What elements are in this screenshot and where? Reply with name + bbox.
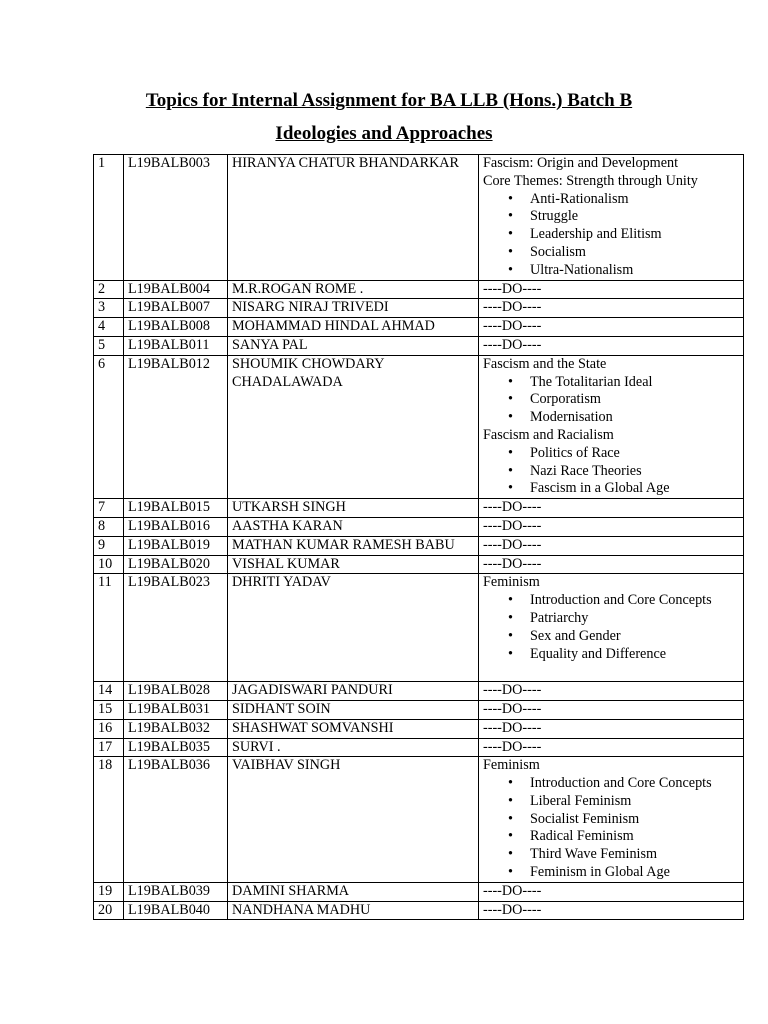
table-row bbox=[94, 499, 744, 518]
topic-subtopic-item: • Modernisation bbox=[530, 409, 739, 427]
table-row bbox=[94, 682, 744, 701]
serial-number-cell: 9 bbox=[94, 536, 124, 555]
topic-subtopic-list bbox=[483, 592, 739, 663]
topic-subtopic-item: • Socialist Feminism bbox=[530, 811, 739, 829]
student-name-cell: JAGADISWARI PANDURI bbox=[228, 682, 479, 701]
blank-line bbox=[483, 663, 739, 681]
topic-heading: ----DO---- bbox=[483, 280, 542, 297]
topic-subtopic-item: • Politics of Race bbox=[530, 445, 739, 463]
topic-heading: Core Themes: Strength through Unity bbox=[483, 172, 698, 189]
topic-subtopic-item: • Socialism bbox=[530, 244, 739, 262]
topic-cell bbox=[479, 299, 744, 318]
topic-subtopic-item: • Struggle bbox=[530, 208, 739, 226]
student-name-cell: M.R.ROGAN ROME . bbox=[228, 280, 479, 299]
serial-number-cell: 18 bbox=[94, 757, 124, 883]
enrollment-id-cell: L19BALB023 bbox=[124, 574, 228, 682]
serial-number-cell: 20 bbox=[94, 901, 124, 920]
topic-heading: Fascism and the State bbox=[483, 355, 607, 372]
topic-heading: Fascism: Origin and Development bbox=[483, 155, 679, 171]
table-row bbox=[94, 738, 744, 757]
topic-subtopic-list bbox=[483, 191, 739, 280]
document-title: Topics for Internal Assignment for BA LLB (Hons.) Batch B bbox=[145, 90, 633, 111]
table-row bbox=[94, 299, 744, 318]
topic-cell bbox=[479, 574, 744, 682]
topic-cell bbox=[479, 682, 744, 701]
table-row bbox=[94, 355, 744, 498]
serial-number-cell: 7 bbox=[94, 499, 124, 518]
enrollment-id-cell: L19BALB003 bbox=[124, 155, 228, 281]
student-name-cell: SIDHANT SOIN bbox=[228, 700, 479, 719]
table-row bbox=[94, 757, 744, 883]
table-row bbox=[94, 700, 744, 719]
enrollment-id-cell: L19BALB039 bbox=[124, 882, 228, 901]
student-name-cell: VISHAL KUMAR bbox=[228, 555, 479, 574]
serial-number-cell: 10 bbox=[94, 555, 124, 574]
enrollment-id-cell: L19BALB004 bbox=[124, 280, 228, 299]
topic-cell bbox=[479, 555, 744, 574]
topic-cell bbox=[479, 700, 744, 719]
topic-heading: Feminism bbox=[483, 757, 540, 774]
topic-subtopic-item: • Sex and Gender bbox=[530, 628, 739, 646]
table-row bbox=[94, 882, 744, 901]
student-name-cell: NANDHANA MADHU bbox=[228, 901, 479, 920]
topic-subtopic-item: • Radical Feminism bbox=[530, 828, 739, 846]
enrollment-id-cell: L19BALB035 bbox=[124, 738, 228, 757]
serial-number-cell: 4 bbox=[94, 318, 124, 337]
topic-cell bbox=[479, 517, 744, 536]
topic-heading: ----DO---- bbox=[483, 517, 542, 534]
enrollment-id-cell: L19BALB020 bbox=[124, 555, 228, 574]
topic-heading: ----DO---- bbox=[483, 700, 542, 717]
serial-number-cell: 11 bbox=[94, 574, 124, 682]
topic-heading: ----DO---- bbox=[483, 499, 542, 516]
enrollment-id-cell: L19BALB008 bbox=[124, 318, 228, 337]
topic-cell bbox=[479, 719, 744, 738]
student-name-cell: SHASHWAT SOMVANSHI bbox=[228, 719, 479, 738]
topic-subtopic-item: • Introduction and Core Concepts bbox=[530, 592, 739, 610]
assignment-table bbox=[93, 154, 744, 920]
document-subtitle: Ideologies and Approaches bbox=[275, 123, 493, 144]
table-row bbox=[94, 536, 744, 555]
topic-cell bbox=[479, 280, 744, 299]
topic-cell bbox=[479, 901, 744, 920]
topic-subtopic-list bbox=[483, 374, 739, 427]
topic-subtopic-item: • Liberal Feminism bbox=[530, 793, 739, 811]
student-name-cell: SANYA PAL bbox=[228, 336, 479, 355]
serial-number-cell: 1 bbox=[94, 155, 124, 281]
serial-number-cell: 2 bbox=[94, 280, 124, 299]
student-name-cell: MATHAN KUMAR RAMESH BABU bbox=[228, 536, 479, 555]
serial-number-cell: 19 bbox=[94, 882, 124, 901]
topic-subtopic-item: • The Totalitarian Ideal bbox=[530, 374, 739, 392]
topic-heading: ----DO---- bbox=[483, 882, 542, 899]
table-row bbox=[94, 155, 744, 281]
topic-heading: Fascism and Racialism bbox=[483, 426, 614, 443]
enrollment-id-cell: L19BALB011 bbox=[124, 336, 228, 355]
topic-subtopic-item: • Patriarchy bbox=[530, 610, 739, 628]
student-name-cell: DAMINI SHARMA bbox=[228, 882, 479, 901]
student-name-cell: AASTHA KARAN bbox=[228, 517, 479, 536]
topic-subtopic-item: • Corporatism bbox=[530, 391, 739, 409]
table-row bbox=[94, 574, 744, 682]
enrollment-id-cell: L19BALB012 bbox=[124, 355, 228, 498]
serial-number-cell: 5 bbox=[94, 336, 124, 355]
table-row bbox=[94, 555, 744, 574]
topic-cell bbox=[479, 757, 744, 883]
topic-heading: Feminism bbox=[483, 574, 540, 591]
topic-heading: ----DO---- bbox=[483, 318, 542, 335]
enrollment-id-cell: L19BALB028 bbox=[124, 682, 228, 701]
serial-number-cell: 14 bbox=[94, 682, 124, 701]
table-row bbox=[94, 318, 744, 337]
topic-cell bbox=[479, 155, 744, 281]
table-row bbox=[94, 719, 744, 738]
table-row bbox=[94, 901, 744, 920]
table-row bbox=[94, 280, 744, 299]
serial-number-cell: 17 bbox=[94, 738, 124, 757]
topic-heading: ----DO---- bbox=[483, 719, 542, 736]
topic-cell bbox=[479, 355, 744, 498]
topic-cell bbox=[479, 738, 744, 757]
serial-number-cell: 8 bbox=[94, 517, 124, 536]
topic-subtopic-item: • Fascism in a Global Age bbox=[530, 480, 739, 498]
assignment-table-body bbox=[94, 155, 744, 920]
student-name-cell: NISARG NIRAJ TRIVEDI bbox=[228, 299, 479, 318]
serial-number-cell: 6 bbox=[94, 355, 124, 498]
student-name-cell: HIRANYA CHATUR BHANDARKAR bbox=[228, 155, 479, 281]
serial-number-cell: 15 bbox=[94, 700, 124, 719]
topic-subtopic-item: • Third Wave Feminism bbox=[530, 846, 739, 864]
enrollment-id-cell: L19BALB040 bbox=[124, 901, 228, 920]
topic-subtopic-item: • Ultra-Nationalism bbox=[530, 262, 739, 280]
topic-cell bbox=[479, 318, 744, 337]
student-name-cell: DHRITI YADAV bbox=[228, 574, 479, 682]
topic-subtopic-item: • Anti-Rationalism bbox=[530, 191, 739, 209]
enrollment-id-cell: L19BALB036 bbox=[124, 757, 228, 883]
topic-heading: ----DO---- bbox=[483, 555, 542, 572]
enrollment-id-cell: L19BALB016 bbox=[124, 517, 228, 536]
topic-heading: ----DO---- bbox=[483, 682, 542, 699]
topic-heading: ----DO---- bbox=[483, 738, 542, 755]
student-name-cell: MOHAMMAD HINDAL AHMAD bbox=[228, 318, 479, 337]
table-row bbox=[94, 517, 744, 536]
student-name-cell: VAIBHAV SINGH bbox=[228, 757, 479, 883]
topic-cell bbox=[479, 499, 744, 518]
topic-subtopic-item: • Introduction and Core Concepts bbox=[530, 775, 739, 793]
table-row bbox=[94, 336, 744, 355]
enrollment-id-cell: L19BALB032 bbox=[124, 719, 228, 738]
topic-subtopic-item: • Feminism in Global Age bbox=[530, 864, 739, 882]
topic-subtopic-list bbox=[483, 445, 739, 498]
enrollment-id-cell: L19BALB015 bbox=[124, 499, 228, 518]
topic-heading: ----DO---- bbox=[483, 299, 542, 316]
topic-subtopic-item: • Leadership and Elitism bbox=[530, 226, 739, 244]
topic-heading: ----DO---- bbox=[483, 536, 542, 553]
topic-cell bbox=[479, 336, 744, 355]
topic-heading: ----DO---- bbox=[483, 901, 542, 918]
topic-cell bbox=[479, 536, 744, 555]
topic-heading: ----DO---- bbox=[483, 336, 542, 353]
topic-subtopic-list bbox=[483, 775, 739, 882]
serial-number-cell: 16 bbox=[94, 719, 124, 738]
enrollment-id-cell: L19BALB019 bbox=[124, 536, 228, 555]
enrollment-id-cell: L19BALB031 bbox=[124, 700, 228, 719]
enrollment-id-cell: L19BALB007 bbox=[124, 299, 228, 318]
topic-subtopic-item: • Equality and Difference bbox=[530, 646, 739, 664]
topic-cell bbox=[479, 882, 744, 901]
student-name-cell: SURVI . bbox=[228, 738, 479, 757]
serial-number-cell: 3 bbox=[94, 299, 124, 318]
student-name-cell: SHOUMIK CHOWDARY CHADALAWADA bbox=[228, 355, 479, 498]
student-name-cell: UTKARSH SINGH bbox=[228, 499, 479, 518]
topic-subtopic-item: • Nazi Race Theories bbox=[530, 463, 739, 481]
